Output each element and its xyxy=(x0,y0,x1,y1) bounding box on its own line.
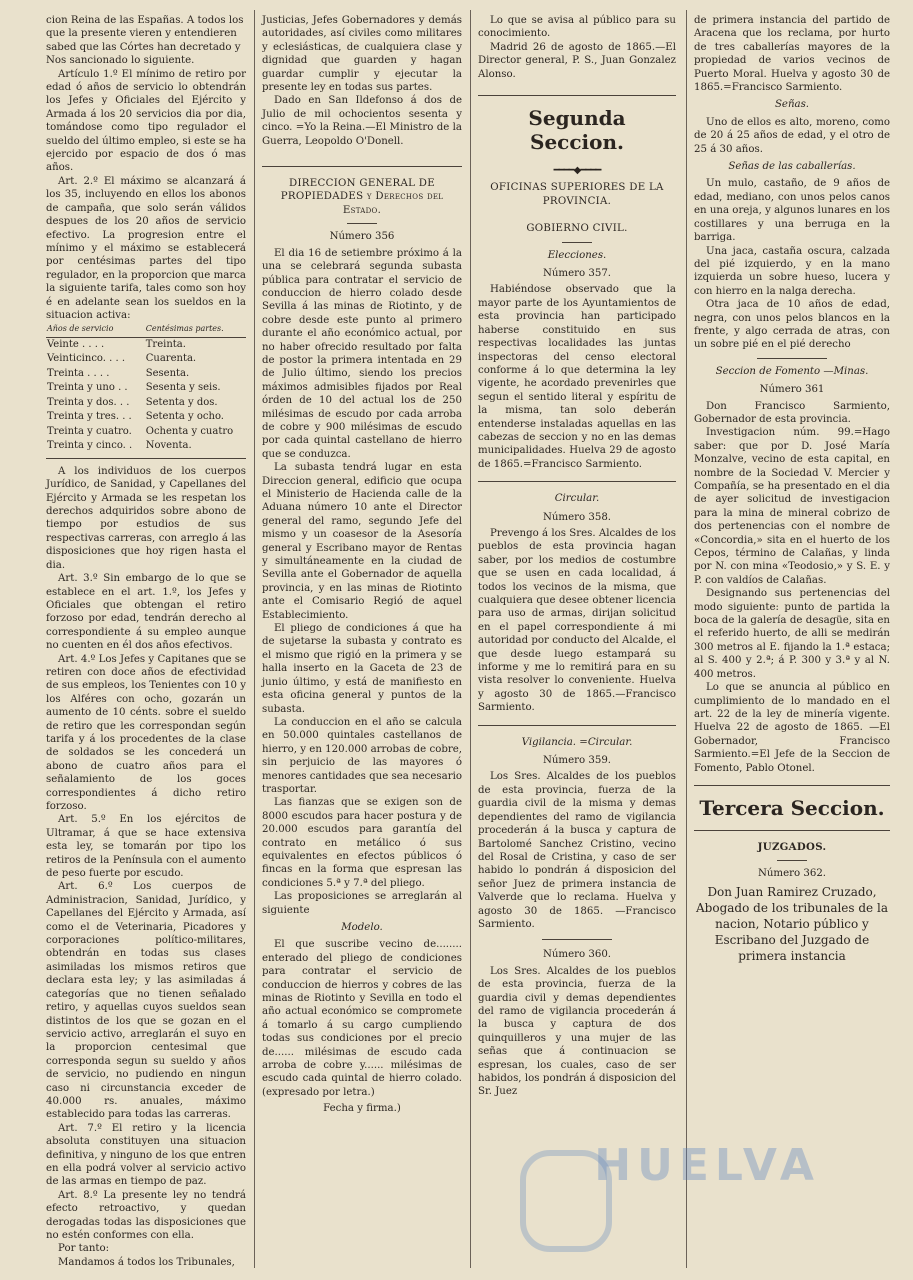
paragraph: Art. 7.º El retiro y la licencia absoluta constituyen una situacion definitiva, y ninguno de los que entren en ella podrá volver al servicio activo de las armas en tiempo de paz. xyxy=(46,1122,246,1188)
table-cell: Treinta y tres. . . xyxy=(47,411,132,423)
column-4 xyxy=(694,14,890,967)
paragraph: El pliego de condiciones á que ha de sujetarse la subasta y contrato es el mismo que rigió en la primera y se halla inserto en la Gaceta de 23 de junio último, y está de manifiesto en esta oficina general y puntos de la subasta. xyxy=(262,623,462,715)
paragraph: Art. 2.º El máximo se alcanzará á los 35, incluyendo en ellos los abonos de campaña, que solo serán válidos despues de los 20 años de servicio efectivo. La progresion entre el mínimo y el máximo se establecerá por centésimas partes del tipo regulador, en la proporcion que marca la siguiente tarifa, tales como son hoy é en adelante sean los sueldos en la situacion activa: xyxy=(46,175,246,321)
column-1 xyxy=(46,14,246,1269)
table-header: Años de servicio xyxy=(46,322,145,337)
subheading: Circular. xyxy=(554,493,600,505)
short-divider xyxy=(347,223,377,224)
table-cell: Ochenta y cuatro xyxy=(145,425,234,437)
paragraph: Las proposiciones se arreglarán al siguiente xyxy=(262,891,462,916)
paragraph: A los individuos de los cuerpos Jurídico, de Sanidad, y Capellanes del Ejército y Armada se les respetan los derechos adquiridos sobre abono de tiempo por estudios de sus respectivas carreras, con arreglo á las disposiciones que hoy rigen hasta el dia. xyxy=(46,465,246,571)
paragraph: Art. 4.º Los Jefes y Capitanes que se retiren con doce años de efectividad de sus empleos, los Tenientes con 10 y los Alféres con ocho, gozarán un aumento de 10 cénts. sobre el sueldo de retiro que les correspondan según tarifa y á los procedentes de la clase de soldados se les concederá un abono de cuatro años para el señalamiento de los goces correspondientes á dicho retiro forzoso. xyxy=(46,653,246,812)
paragraph: Uno de ellos es alto, moreno, como de 20 á 25 años de edad, y el otro de 25 á 30 años. xyxy=(694,116,890,155)
table-cell: Cuarenta. xyxy=(145,353,197,365)
paragraph: La conduccion en el año se calcula en 50.000 quintales castellanos de hierro, y en 120.000 arrobas de cobre, sin perjuicio de las mayores ó menores cantidades que sea necesario trasportar. xyxy=(262,716,462,795)
notice-number: Número 358. xyxy=(542,511,612,523)
paragraph: Art. 8.º La presente ley no tendrá efecto retroactivo, y quedan derogadas todas las disposiciones que no estén conformes con ella. xyxy=(46,1189,246,1241)
section-heading: JUZGADOS. xyxy=(757,840,827,853)
table-row xyxy=(46,367,246,382)
paragraph: Los Sres. Alcaldes de los pueblos de esta provincia, fuerza de la guardia civil de la misma y demas dependientes del ramo de vigilancia procederán á la busca y captura de Bartolomé Sanchez Cristino, vecino del Rosal de Cristina, y caso de ser habido lo pondrán á disposicion del señor Juez de primera instancia de Valverde que lo reclama. Huelva y agosto 30 de 1865. —Francisco Sarmiento. xyxy=(478,771,676,930)
short-divider xyxy=(777,860,807,861)
paragraph: Una jaca, castaña oscura, calzada del pié izquierdo, y en la mano izquierda un sobre hueso, lucera y con hierro en la nalga derecha. xyxy=(694,245,890,297)
paragraph: Designando sus pertenencias del modo siguiente: punto de partida la boca de la galería de desagüe, sita en el referido huerto, de alli se medirán 300 metros al E. fijando la 1.ª estaca; al S. 400 y 2.ª; á P. 300 y 3.ª y al N. 400 metros. xyxy=(694,588,890,680)
paragraph: Art. 5.º En los ejércitos de Ultramar, á que se hace extensiva esta ley, se tomarán por tipo los retiros de la Península con el aumento de peso fuerte por escudo. xyxy=(46,814,246,880)
section-heading: DIRECCION GENERAL DE PROPIEDADES y Derechos del Estado. xyxy=(280,178,444,216)
paragraph: Las fianzas que se exigen son de 8000 escudos para hacer postura y de 20.000 escudos para garantía del contrato en metálico ó sus equivalentes en efectos públicos ó fincas en la forma que espresan las condiciones 5.ª y 7.ª del pliego. xyxy=(262,797,462,889)
paragraph: cion Reina de las Españas. A todos los que la presente vieren y entendieren sabed que las Córtes han decretado y Nos sancionado lo siguiente. xyxy=(46,15,244,67)
column-rule xyxy=(470,10,471,1268)
section-title: Tercera Seccion. xyxy=(699,795,885,820)
subheading: Vigilancia. =Circular. xyxy=(521,736,633,748)
table-cell: Veinte . . . . xyxy=(47,338,105,350)
short-divider xyxy=(562,242,592,243)
notice-number: Número 356 xyxy=(329,231,395,243)
table-cell: Treinta. xyxy=(145,338,186,350)
paragraph: Habiéndose observado que la mayor parte de los Ayuntamientos de esta provincia han participado haberse constituido en sus respectivas localidades las juntas inspectoras del censo electoral conforme á lo que determina la ley vigente, he acordado prevenirles que segun el sentido literal y espíritu de la misma, tan solo deberán entenderse instaladas aquellas en las cabezas de seccion y no en las demas municipalidades. Huelva 29 de agosto de 1865.=Francisco Sarmiento. xyxy=(478,284,676,470)
column-rule xyxy=(254,10,255,1268)
table-cell: Sesenta y seis. xyxy=(145,382,221,394)
divider xyxy=(694,830,890,831)
column-2 xyxy=(262,14,462,1119)
paragraph: El que suscribe vecino de........ enterado del pliego de condiciones para contratar el servicio de conduccion de hierros y cobres de las minas de Riotinto y Sevilla en todo el año actual económico se compromete á tomarlo á su cargo cumpliendo todas sus condiciones por el precio de...... milésimas de escudo cada arroba de cobre y...... milésimas de escudo cada quintal de hierro colado. (expresado por letra.) xyxy=(262,939,462,1098)
table-header: Centésimas partes. xyxy=(145,322,246,337)
signature-line: Fecha y firma.) xyxy=(323,1103,401,1115)
table-cell: Treinta y cuatro. xyxy=(47,425,132,437)
table-row xyxy=(46,352,246,367)
table-cell: Treinta y cinco. . xyxy=(47,440,133,452)
table-row xyxy=(46,425,246,440)
paragraph: La subasta tendrá lugar en esta Direccion general, edificio que ocupa el Ministerio de Hacienda calle de la Aduana número 10 ante el Director general del ramo, segundo Jefe del mismo y un coasesor de la Asesoría general y Escribano mayor de Rentas y simultáneamente en la ciudad de Sevilla ante el Gobernador de aquella provincia, y en las minas de Riotinto ante el Comisario Regió de aquel Establecimiento. xyxy=(262,462,462,621)
paragraph: Artículo 1.º El mínimo de retiro por edad ó años de servicio lo obtendrán los Jefes y Oficiales del Ejército y Armada á los 20 servicios dia por dia, tomándose como tipo regulador el sueldo del último empleo, si este se ha ejercido por espacio de dos ó mas años. xyxy=(46,68,246,174)
paragraph: Justicias, Jefes Gobernadores y demás autoridades, así civiles como militares y eclesiásticas, de cualquiera clase y dignidad que guarden y hagan guardar cumplir y ejecutar la presente ley en todas sus partes. xyxy=(262,15,462,94)
paragraph: Mandamos á todos los Tribunales, xyxy=(58,1256,235,1268)
column-rule xyxy=(686,10,687,1268)
table-cell: Treinta y dos. . . xyxy=(47,396,130,408)
table-row xyxy=(46,381,246,396)
table-row xyxy=(46,410,246,425)
retirement-table xyxy=(46,322,246,454)
table-row xyxy=(46,337,246,352)
divider xyxy=(478,95,676,96)
divider xyxy=(262,166,462,167)
paragraph: Madrid 26 de agosto de 1865.—El Director general, P. S., Juan Gonzalez Alonso. xyxy=(478,41,676,80)
paragraph: Dado en San Ildefonso á dos de Julio de mil ochocientos sesenta y cinco. =Yo la Reina.—El Ministro de la Guerra, Leopoldo O'Donell. xyxy=(262,95,462,147)
short-divider xyxy=(542,939,612,940)
table-cell: Treinta . . . . xyxy=(47,367,110,379)
paragraph: Prevengo á los Sres. Alcaldes de los pueblos de esta provincia hagan saber, por los medios de costumbre que se usen en cada localidad, á todos los vecinos de la misma, que cualquiera que desee obtener licencia para uso de armas, dirijan solicitud en el papel correspondiente á mi autoridad por conducto del Alcalde, el que desde luego estampará su informe y me lo remitirá para en su vista resolver lo conveniente. Huelva y agosto 30 de 1865.—Francisco Sarmiento. xyxy=(478,527,676,714)
notice-number: Número 357. xyxy=(542,268,612,280)
paragraph: El dia 16 de setiembre próximo á la una se celebrará segunda subasta pública para contratar el servicio de conduccion de hierro colado desde Sevilla á las minas de Riotinto, y de cobre desde este punto al primero durante el año económico actual, por no haber ofrecido resultado por falta de postor la primera intentada en 29 de Julio último, siendo los precios máximos admisibles fijados por Real órden de 10 del actual los de 250 milésimas de escudo por cada arroba de cobre y 900 milésimas de escudo por cada quintal castellano de hierro que se conduzca. xyxy=(262,247,462,460)
subheading: Seccion de Fomento —Minas. xyxy=(715,365,869,377)
paragraph: Otra jaca de 10 años de edad, negra, con unos pelos blancos en la frente, y algo cerrada de atras, con un sobre pié en el pié derecho xyxy=(694,299,890,351)
column-3 xyxy=(478,14,676,1099)
section-heading: OFICINAS SUPERIORES DE LA PROVINCIA. xyxy=(490,182,664,207)
divider xyxy=(478,725,676,726)
notice-number: Número 359. xyxy=(542,755,612,767)
table-cell: Sesenta. xyxy=(145,367,190,379)
paragraph: Por tanto: xyxy=(58,1243,110,1255)
archive-watermark: HUELVA xyxy=(594,1140,820,1191)
table-row xyxy=(46,396,246,411)
notice-number: Número 362. xyxy=(757,868,827,880)
short-divider xyxy=(757,358,827,359)
table-cell: Noventa. xyxy=(145,440,192,452)
section-heading: GOBIERNO CIVIL. xyxy=(526,223,628,235)
subheading: Señas de las caballerías. xyxy=(728,161,856,173)
table-row xyxy=(46,439,246,454)
subheading: Señas. xyxy=(774,99,810,111)
notice-number: Número 360. xyxy=(542,949,612,961)
paragraph: Don Juan Ramirez Cruzado, Abogado de los tribunales de la nacion, Notario público y Escribano del Juzgado de primera instancia xyxy=(696,884,888,963)
paragraph: de primera instancia del partido de Aracena que los reclama, por hurto de tres caballerías mayores de la propiedad de varios vecinos de Puerto Moral. Huelva y agosto 30 de 1865.=Francisco Sarmiento. xyxy=(694,15,890,94)
table-cell: Setenta y dos. xyxy=(145,396,218,408)
paragraph: Lo que se avisa al público para su conocimiento. xyxy=(478,15,676,40)
paragraph: Art. 6.º Los cuerpos de Administracion, Sanidad, Jurídico, y Capellanes del Ejército y Armada, así como el de Veterinaria, Picadores y corporaciones político-militares, obtendrán en todas sus clases asimiladas los mismos retiros que declara esta ley; y las asimiladas á categorías que no tienen señalado retiro, y aquellas cuyos sueldos sean distintos de los que se gozan en el servicio activo, arreglarán el suyo en la proporcion centesimal que corresponda segun su sueldo y años de servicio, no pudiendo en ningun caso ni circunstancia exceder de 40.000 rs. anuales, máximo establecido para todas las carreras. xyxy=(46,881,246,1121)
paragraph: Don Francisco Sarmiento, Gobernador de esta provincia. xyxy=(694,400,890,425)
paragraph: Los Sres. Alcaldes de los pueblos de esta provincia, fuerza de la guardia civil y demas dependientes del ramo de vigilancia procederán á la busca y captura de dos quinquilleros y una mujer de las señas que á continuacion se espresan, los cuales, caso de ser habidos, los pondrán á disposicion del Sr. Juez xyxy=(478,965,676,1098)
table-cell: Setenta y ocho. xyxy=(145,411,224,423)
table-cell: Treinta y uno . . xyxy=(47,382,128,394)
paragraph: Lo que se anuncia al público en cumplimiento de lo mandado en el art. 22 de la ley de minería vigente. Huelva 22 de agosto de 1865. —El Gobernador, Francisco Sarmiento.=El Jefe de la Seccion de Fomento, Pablo Otonel. xyxy=(694,682,890,774)
notice-number: Número 361 xyxy=(759,384,825,396)
divider xyxy=(694,785,890,786)
divider xyxy=(478,481,676,482)
subheading: Modelo. xyxy=(341,922,383,933)
ornament-divider: ━━━━◆━━━━ xyxy=(553,165,601,177)
section-title: Segunda Seccion. xyxy=(528,106,626,155)
paragraph: Un mulo, castaño, de 9 años de edad, mediano, con unos pelos canos en una oreja, y algunos lunares en los costillares y una berruga en la barriga. xyxy=(694,178,890,244)
paragraph: Investigacion núm. 99.=Hago saber: que por D. José María Monzalve, vecino de esta capital, en nombre de la Sociedad V. Mercier y Compañía, se ha presentado en el dia de ayer solicitud de investigacion para la mina de mineral cobrizo de dos pertenencias con el nombre de «Concordia,» sita en el huerto de los Cepos, término de Calañas, y linda por N. con mina «Teodosio,» y S. E. y P. con valdíos de Calañas. xyxy=(694,427,890,586)
divider xyxy=(46,458,246,459)
table-cell: Veinticinco. . . . xyxy=(47,353,126,365)
paragraph: Art. 3.º Sin embargo de lo que se establece en el art. 1.º, los Jefes y Oficiales que obtengan el retiro forzoso por edad, tendrán derecho al correspondiente á su empleo aunque no cuenten en él dos años efectivos. xyxy=(46,573,246,652)
subheading: Elecciones. xyxy=(547,249,607,261)
